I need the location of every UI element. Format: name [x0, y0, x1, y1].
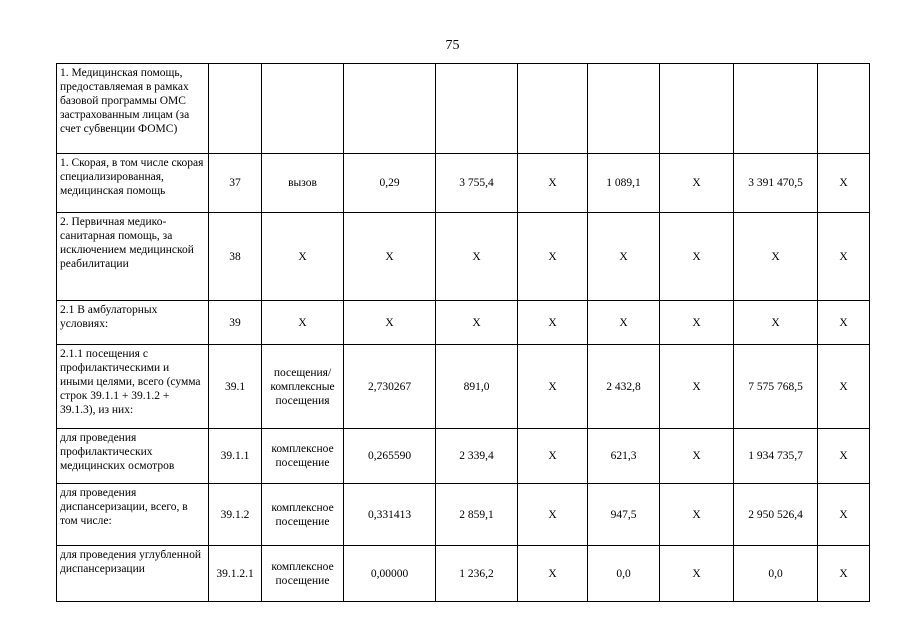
unit-cell: Х: [262, 213, 344, 301]
cost-norm-cell: 2 339,4: [436, 429, 518, 484]
total-cost-cell: 3 391 470,5: [734, 154, 818, 213]
total-cost-cell: 2 950 526,4: [734, 484, 818, 546]
volume-norm-cell: Х: [344, 213, 436, 301]
row-name-cell: для проведения углубленной диспансеризации: [57, 546, 209, 602]
table-row: [57, 154, 870, 213]
per-capita-cell: [588, 64, 660, 154]
table-row: [57, 345, 870, 429]
per-capita-cell: 2 432,8: [588, 345, 660, 429]
col6-cell: Х: [518, 345, 588, 429]
cost-norm-cell: 2 859,1: [436, 484, 518, 546]
program-table: [56, 63, 870, 602]
col6-cell: Х: [518, 213, 588, 301]
table-row: [57, 213, 870, 301]
col6-cell: Х: [518, 546, 588, 602]
row-code-cell: 39.1: [209, 345, 262, 429]
unit-cell: комплексное посещение: [262, 546, 344, 602]
table-row: [57, 546, 870, 602]
col8-cell: Х: [660, 429, 734, 484]
col10-cell: Х: [818, 484, 870, 546]
row-name-cell: 2.1 В амбулаторных условиях:: [57, 301, 209, 345]
col8-cell: Х: [660, 484, 734, 546]
volume-norm-cell: 0,265590: [344, 429, 436, 484]
unit-cell: Х: [262, 301, 344, 345]
cost-norm-cell: Х: [436, 213, 518, 301]
volume-norm-cell: 2,730267: [344, 345, 436, 429]
total-cost-cell: Х: [734, 301, 818, 345]
row-code-cell: 39.1.2.1: [209, 546, 262, 602]
table-row: [57, 64, 870, 154]
table-row: [57, 429, 870, 484]
col8-cell: [660, 64, 734, 154]
col8-cell: Х: [660, 301, 734, 345]
cost-norm-cell: 3 755,4: [436, 154, 518, 213]
per-capita-cell: 621,3: [588, 429, 660, 484]
col8-cell: Х: [660, 154, 734, 213]
volume-norm-cell: 0,29: [344, 154, 436, 213]
row-name-cell: для проведения профилактических медицинских осмотров: [57, 429, 209, 484]
per-capita-cell: Х: [588, 213, 660, 301]
unit-cell: вызов: [262, 154, 344, 213]
volume-norm-cell: Х: [344, 301, 436, 345]
volume-norm-cell: 0,00000: [344, 546, 436, 602]
total-cost-cell: 1 934 735,7: [734, 429, 818, 484]
row-name-cell: 1. Скорая, в том числе скорая специализированная, медицинская помощь: [57, 154, 209, 213]
row-code-cell: 39.1.1: [209, 429, 262, 484]
unit-cell: комплексное посещение: [262, 484, 344, 546]
per-capita-cell: 947,5: [588, 484, 660, 546]
total-cost-cell: Х: [734, 213, 818, 301]
col10-cell: Х: [818, 154, 870, 213]
col6-cell: Х: [518, 154, 588, 213]
total-cost-cell: 0,0: [734, 546, 818, 602]
unit-cell: посещения/комплексные посещения: [262, 345, 344, 429]
volume-norm-cell: 0,331413: [344, 484, 436, 546]
col10-cell: Х: [818, 345, 870, 429]
total-cost-cell: [734, 64, 818, 154]
row-name-cell: 1. Медицинская помощь, предоставляемая в рамках базовой программы ОМС застрахованным лицам (за счет субвенции ФОМС): [57, 64, 209, 154]
table-row: [57, 484, 870, 546]
cost-norm-cell: 1 236,2: [436, 546, 518, 602]
col6-cell: [518, 64, 588, 154]
col8-cell: Х: [660, 546, 734, 602]
per-capita-cell: Х: [588, 301, 660, 345]
row-code-cell: 39: [209, 301, 262, 345]
col10-cell: Х: [818, 213, 870, 301]
unit-cell: [262, 64, 344, 154]
cost-norm-cell: Х: [436, 301, 518, 345]
col10-cell: Х: [818, 429, 870, 484]
cost-norm-cell: 891,0: [436, 345, 518, 429]
row-code-cell: 37: [209, 154, 262, 213]
row-name-cell: 2. Первичная медико-санитарная помощь, за исключением медицинской реабилитации: [57, 213, 209, 301]
cost-norm-cell: [436, 64, 518, 154]
per-capita-cell: 0,0: [588, 546, 660, 602]
col10-cell: Х: [818, 546, 870, 602]
col10-cell: Х: [818, 301, 870, 345]
col6-cell: Х: [518, 484, 588, 546]
row-code-cell: [209, 64, 262, 154]
unit-cell: комплексное посещение: [262, 429, 344, 484]
col8-cell: Х: [660, 213, 734, 301]
row-code-cell: 38: [209, 213, 262, 301]
col10-cell: [818, 64, 870, 154]
row-code-cell: 39.1.2: [209, 484, 262, 546]
col8-cell: Х: [660, 345, 734, 429]
table-row: [57, 301, 870, 345]
per-capita-cell: 1 089,1: [588, 154, 660, 213]
col6-cell: Х: [518, 429, 588, 484]
volume-norm-cell: [344, 64, 436, 154]
row-name-cell: для проведения диспансеризации, всего, в том числе:: [57, 484, 209, 546]
total-cost-cell: 7 575 768,5: [734, 345, 818, 429]
row-name-cell: 2.1.1 посещения с профилактическими и иными целями, всего (сумма строк 39.1.1 + 39.1.2 + 39.1.3), из них:: [57, 345, 209, 429]
page-number: 75: [445, 38, 460, 53]
col6-cell: Х: [518, 301, 588, 345]
